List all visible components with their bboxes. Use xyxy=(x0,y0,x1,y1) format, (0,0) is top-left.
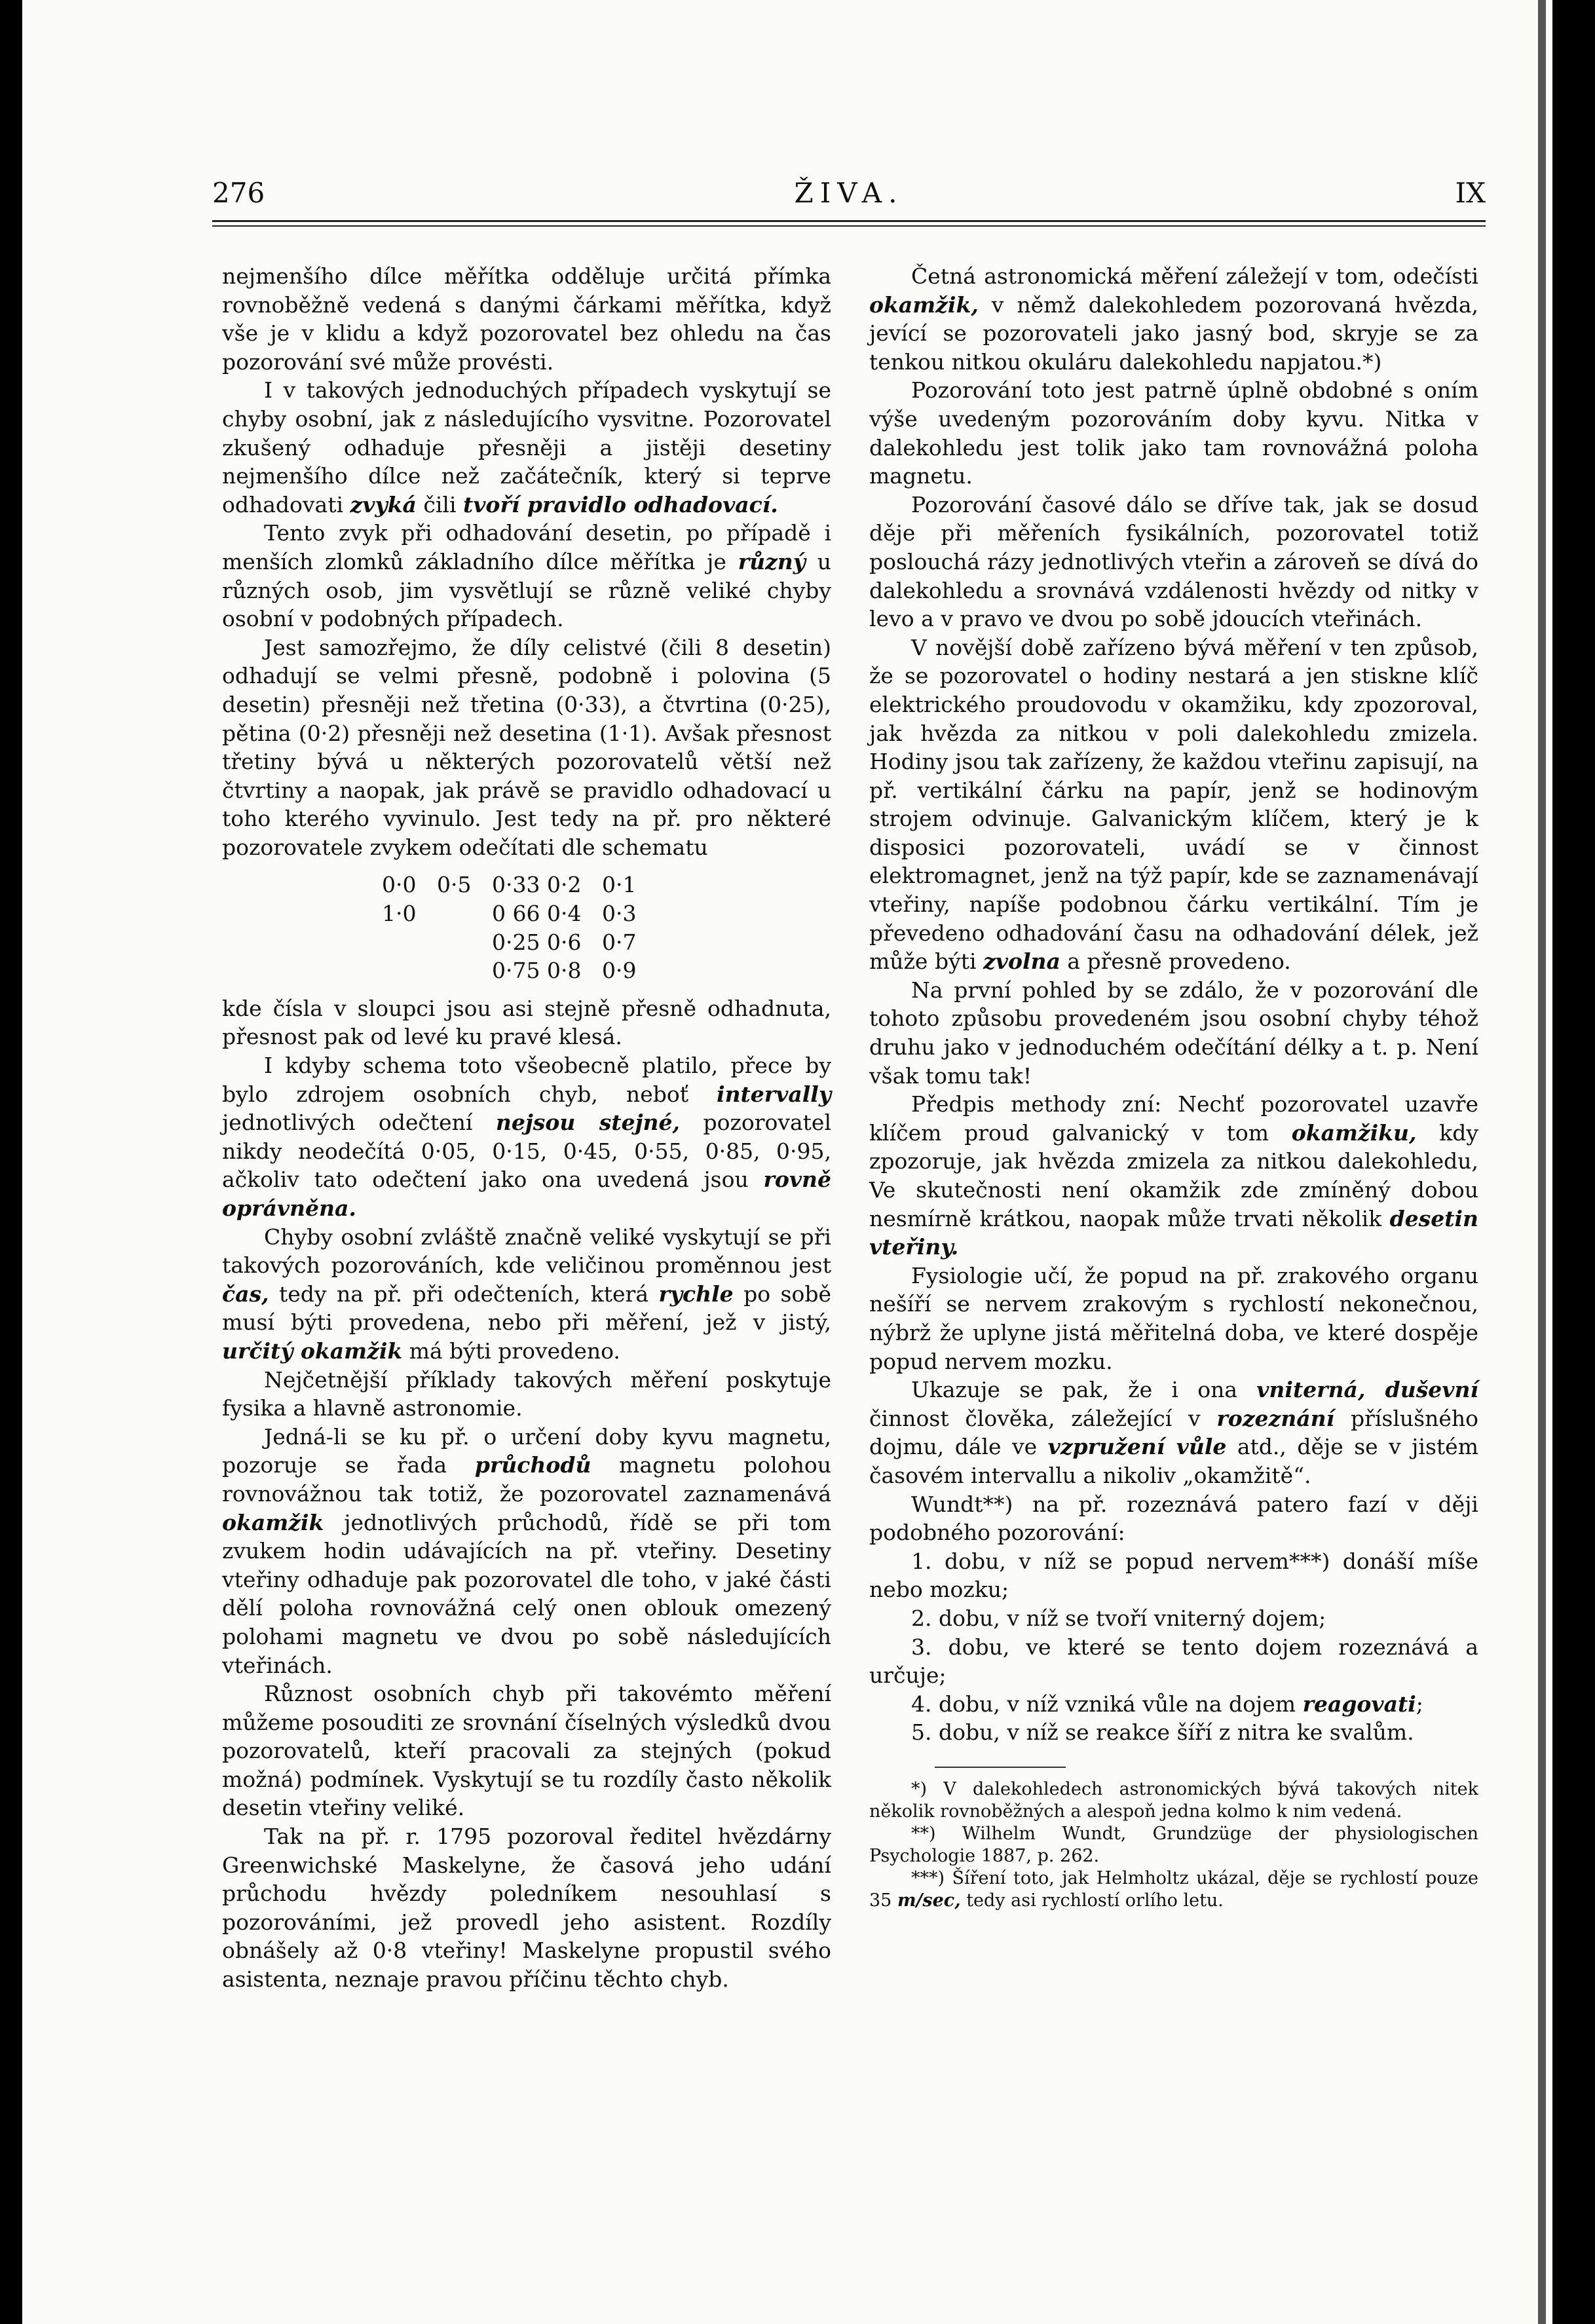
footnote: **) Wilhelm Wundt, Grundzüge der physiologischen Psychologie 1887, p. 262. xyxy=(869,1823,1478,1866)
schema-row xyxy=(222,871,831,899)
footnote: ***) Šíření toto, jak Helmholtz ukázal, děje se rychlostí pouze 35 m/sec, tedy asi rychlostí orlího letu. xyxy=(869,1867,1478,1911)
footnotes xyxy=(869,1778,1478,1912)
schema-cell: 0 66 xyxy=(492,901,540,927)
reading-schema-table xyxy=(222,871,831,984)
paragraph: Nejčetnější příklady takových měření poskytuje fysika a hlavně astronomie. xyxy=(222,1366,831,1421)
schema-cell xyxy=(437,899,492,928)
page-number: 276 xyxy=(212,177,265,209)
schema-cell: 0·33 xyxy=(492,872,540,898)
paragraph: nejmenšího dílce měřítka odděluje určitá přímka rovnoběžně vedená s danými čárkami měřítka, když vše je v klidu a když pozorovatel bez ohledu na čas pozorování své může provésti. xyxy=(222,263,831,375)
paragraph: Jedná-li se ku př. o určení doby kyvu magnetu, pozoruje se řada průchodů magnetu polohou rovnovážnou tak totiž, že pozorovatel zaznamenává okamžik jednotlivých průchodů, řídě se při tom zvukem hodin udávajících na př. vteřiny. Desetiny vteřiny odhaduje pak pozorovatel dle toho, v jaké části dělí poloha rovnovážná celý onen oblouk omezený polohami magnetu ve dvou po sobě následujících vteřinách. xyxy=(222,1423,832,1678)
journal-title: ŽIVA. xyxy=(794,177,904,209)
schema-row xyxy=(222,899,831,928)
schema-cell: 0·1 xyxy=(602,872,637,898)
left-column xyxy=(222,262,831,1994)
schema-cell xyxy=(437,956,492,985)
schema-cell: 0·2 xyxy=(547,872,582,898)
scan-border xyxy=(1538,0,1546,2324)
schema-cell xyxy=(437,928,492,957)
page-header xyxy=(212,177,1486,216)
schema-cell: 0·9 xyxy=(602,958,637,984)
paragraph: Fysiologie učí, že popud na př. zrakového organu nešíří se nervem zrakovým s rychlostí nekonečnou, nýbrž že uplyne jistá měřitelná doba, ve které dospěje popud nervem mozku. xyxy=(869,1262,1478,1374)
paragraph: Četná astronomická měření záležejí v tom, odečísti okamžik, v němž dalekohledem pozorovaná hvězda, jevící se pozorovateli jako jasný bod, skryje se za tenkou nitkou okuláru dalekohledu napjatou.*) xyxy=(869,263,1478,375)
paragraph: Pozorování časové dálo se dříve tak, jak se dosud děje při měřeních fysikálních, pozorovatel totiž poslouchá rázy jednotlivých vteřin a zároveň se dívá do dalekohledu a srovnává vzdálenosti hvězdy od nitky v levo a v pravo ve dvou po sobě jdoucích vteřinách. xyxy=(869,491,1478,632)
scanned-page xyxy=(22,0,1552,2324)
paragraph: I kdyby schema toto všeobecně platilo, přece by bylo zdrojem osobních chyb, neboť intervally jednotlivých odečtení nejsou stejné, pozorovatel nikdy neodečítá 0·05, 0·15, 0·45, 0·55, 0·85, 0·95, ačkoliv tato odečtení jako ona uvedená jsou rovně oprávněna. xyxy=(222,1053,832,1221)
list-item: 4. dobu, v níž vzniká vůle na dojem reagovati; xyxy=(911,1691,1423,1717)
list-item: 3. dobu, ve které se tento dojem rozeznává a určuje; xyxy=(869,1634,1478,1689)
schema-cell: 1·0 xyxy=(382,901,417,927)
paragraph: Ukazuje se pak, že i ona vniterná, duševní činnost člověka, záležející v rozeznání příslušného dojmu, dále ve vzpružení vůle atd., děje se v jistém časovém intervallu a nikoliv „okamžitě“. xyxy=(869,1377,1478,1488)
paragraph: Na první pohled by se zdálo, že v pozorování dle tohoto způsobu provedeném jsou osobní chyby téhož druhu jako v jednoduchém odečítání délky a t. p. Není však tomu tak! xyxy=(869,977,1478,1089)
paragraph: Jest samozřejmo, že díly celistvé (čili 8 desetin) odhadují se velmi přesně, podobně i polovina (5 desetin) přesněji než třetina (0·33), a čtvrtina (0·25), pětina (0·2) přesněji než desetina (1·1). Avšak přesnost třetiny bývá u některých pozorovatelů větší než čtvrtiny a naopak, jak právě se pravidlo odhadovací u toho kterého vyvinulo. Jest tedy na př. pro některé pozorovatele zvykem odečítati dle schematu xyxy=(222,634,831,860)
schema-cell xyxy=(382,928,437,957)
schema-cell xyxy=(382,956,437,985)
schema-cell: 0·7 xyxy=(602,929,637,955)
phase-list xyxy=(869,1547,1478,1747)
paragraph: Pozorování toto jest patrně úplně obdobné s oním výše uvedeným pozorováním doby kyvu. Nitka v dalekohledu jest tolik jako tam rovnovážná poloha magnetu. xyxy=(869,377,1478,489)
schema-cell: 0·25 xyxy=(492,929,540,955)
paragraph: Tento zvyk při odhadování desetin, po případě i menších zlomků základního dílce měřítka je různý u různých osob, jim vysvětlují se různě veliké chyby osobní v podobných případech. xyxy=(222,520,832,632)
schema-cell: 0·3 xyxy=(602,901,637,927)
schema-cell: 0·75 xyxy=(492,958,540,984)
footnote: *) V dalekohledech astronomických bývá takových nitek několik rovnoběžných a alespoň jedna kolmo k nim vedená. xyxy=(869,1778,1478,1822)
schema-cell: 0·0 xyxy=(382,872,417,898)
paragraph: Wundt**) na př. rozeznává patero fazí v ději podobného pozorování: xyxy=(869,1491,1478,1546)
right-column xyxy=(869,262,1478,1912)
volume-number: IX xyxy=(1455,177,1486,209)
paragraph: V novější době zařízeno bývá měření v ten způsob, že se pozorovatel o hodiny nestará a jen stiskne klíč elektrického proudovodu v okamžiku, kdy zpozoroval, jak hvězda za nitkou v poli dalekohledu zmizela. Hodiny jsou tak zařízeny, že každou vteřinu zapisují, na př. vertikální čárku na papír, jenž se hodinovým strojem odvinuje. Galvanickým klíčem, který je k disposici pozorovateli, uvádí se v činnost elektromagnet, jenž na týž papír, kde se zaznamenávají vteřiny, napíše podobnou čárku vertikální. Tím je převedeno odhadování času na odhadování délek, jež může býti zvolna a přesně provedeno. xyxy=(869,634,1478,975)
header-rule-top xyxy=(212,220,1486,222)
schema-cell: 0·4 xyxy=(547,901,582,927)
header-rule-bottom xyxy=(212,225,1486,227)
paragraph: kde čísla v sloupci jsou asi stejně přesně odhadnuta, přesnost pak od levé ku pravé klesá. xyxy=(222,995,831,1050)
paragraph: I v takových jednoduchých případech vyskytují se chyby osobní, jak z následujícího vysvitne. Pozorovatel zkušený odhaduje přesněji a jistěji desetiny nejmenšího dílce než začátečník, který si teprve odhadovati zvyká čili tvoří pravidlo odhadovací. xyxy=(222,377,831,517)
schema-cell: 0·6 xyxy=(547,929,582,955)
list-item: 2. dobu, v níž se tvoří vniterný dojem; xyxy=(911,1605,1326,1631)
paragraph: Tak na př. r. 1795 pozoroval ředitel hvězdárny Greenwichské Maskelyne, že časová jeho udání průchodu hvězdy poledníkem nesouhlasí s pozorováními, jež provedl jeho asistent. Rozdíly obnášely až 0·8 vteřiny! Maskelyne propustil svého asistenta, neznaje pravou příčinu těchto chyb. xyxy=(222,1824,831,1993)
list-item: 1. dobu, v níž se popud nervem***) donáší míše nebo mozku; xyxy=(869,1548,1478,1603)
list-item: 5. dobu, v níž se reakce šíří z nitra ke svalům. xyxy=(911,1719,1414,1746)
paragraph: Předpis methody zní: Nechť pozorovatel uzavře klíčem proud galvanický v tom okamžiku, kdy zpozoruje, jak hvězda zmizela za nitkou dalekohledu, Ve skutečnosti není okamžik zde zmíněný dobou nesmírně krátkou, naopak může trvati několik desetin vteřiny. xyxy=(869,1091,1478,1260)
footnote-separator xyxy=(935,1767,1066,1768)
schema-cell: 0·8 xyxy=(547,958,582,984)
paragraph: Různost osobních chyb při takovémto měření můžeme posouditi ze srovnání číselných výsledků dvou pozorovatelů, kteří pracovali za stejných (pokud možná) podmínek. Vyskytují se tu rozdíly často několik desetin vteřiny veliké. xyxy=(222,1681,831,1821)
schema-row xyxy=(222,928,831,957)
schema-cell: 0·5 xyxy=(437,872,472,898)
paragraph: Chyby osobní zvláště značně veliké vyskytují se při takových pozorováních, kde veličinou proměnnou jest čas, tedy na př. při odečteních, která rychle po sobě musí býti provedena, nebo při měření, jež v jistý, určitý okamžik má býti provedeno. xyxy=(222,1224,831,1364)
schema-row xyxy=(222,956,831,985)
